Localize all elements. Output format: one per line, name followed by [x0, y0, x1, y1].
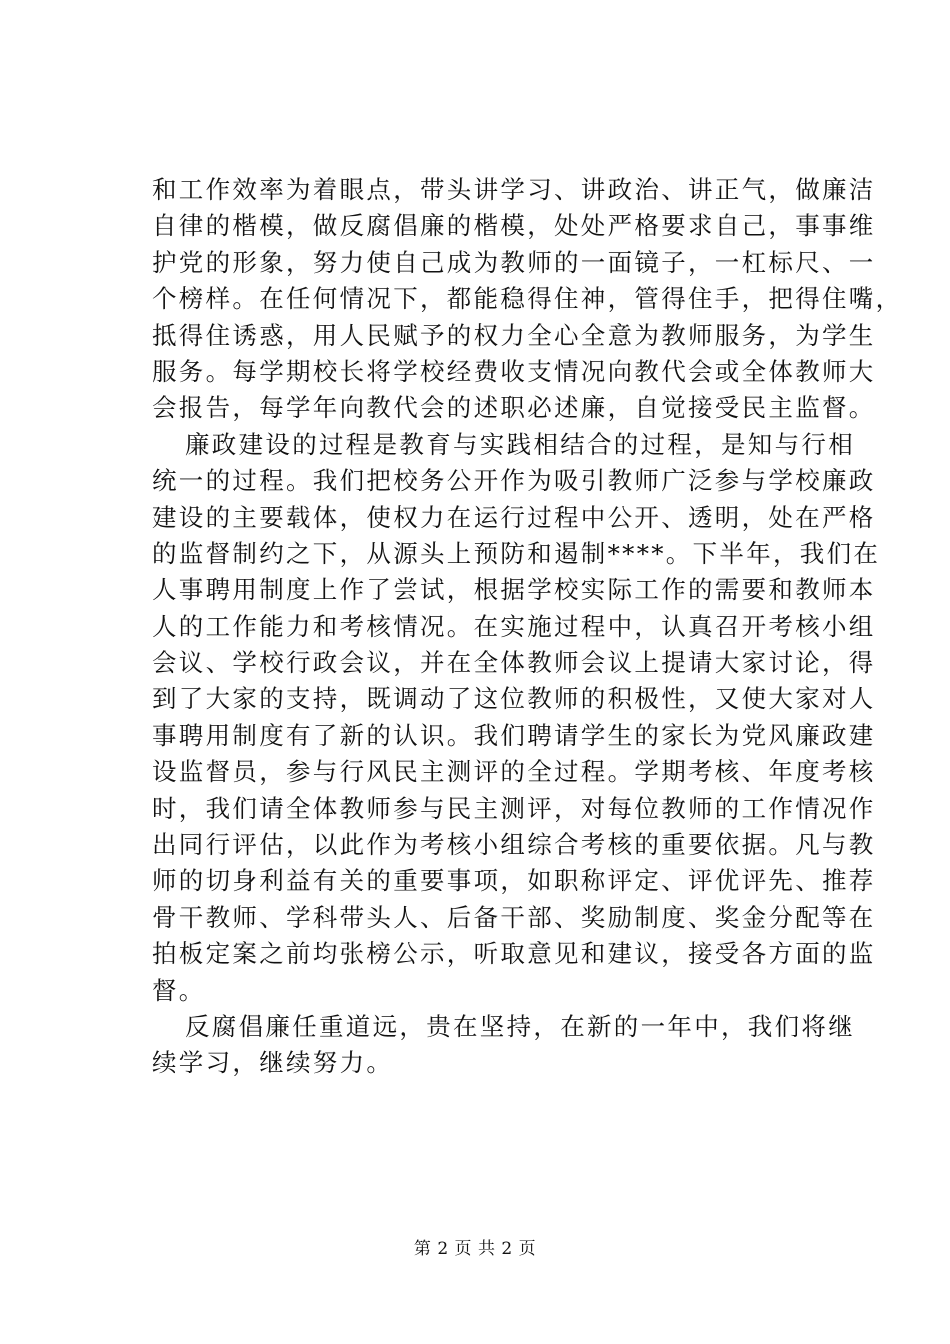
text-line: 建设的主要载体，使权力在运行过程中公开、透明，处在严格 [152, 502, 876, 532]
page-footer: 第 2 页 共 2 页 [413, 1239, 537, 1259]
document-body [152, 172, 903, 1082]
text-line: 出同行评估，以此作为考核小组综合考核的重要依据。凡与教 [152, 830, 876, 860]
text-line: 护党的形象，努力使自己成为教师的一面镜子，一杠标尺、一 [152, 247, 876, 277]
text-line: 到了大家的支持，既调动了这位教师的积极性，又使大家对人 [152, 684, 876, 714]
text-line: 自律的楷模，做反腐倡廉的楷模，处处严格要求自己，事事维 [152, 211, 876, 241]
text-line: 服务。每学期校长将学校经费收支情况向教代会或全体教师大 [152, 356, 876, 386]
text-line: 设监督员，参与行风民主测评的全过程。学期考核、年度考核 [152, 757, 876, 787]
text-line: 廉政建设的过程是教育与实践相结合的过程，是知与行相 [185, 429, 855, 459]
text-line: 师的切身利益有关的重要事项，如职称评定、评优评先、推荐 [152, 866, 876, 896]
text-line: 骨干教师、学科带头人、后备干部、奖励制度、奖金分配等在 [152, 902, 876, 932]
paragraph-1 [152, 172, 903, 427]
paragraph-2 [152, 427, 881, 1009]
text-line: 会议、学校行政会议，并在全体教师会议上提请大家讨论，得 [152, 648, 876, 678]
text-line: 续学习，继续努力。 [152, 1048, 394, 1078]
text-line: 的监督制约之下，从源头上预防和遏制****。下半年，我们在 [152, 538, 881, 568]
text-line: 人事聘用制度上作了尝试，根据学校实际工作的需要和教师本 [152, 575, 876, 605]
text-line: 个榜样。在任何情况下，都能稳得住神，管得住手，把得住嘴， [152, 284, 903, 314]
text-line: 督。 [152, 975, 206, 1005]
text-line: 时，我们请全体教师参与民主测评，对每位教师的工作情况作 [152, 793, 876, 823]
text-line: 拍板定案之前均张榜公示，听取意见和建议，接受各方面的监 [152, 939, 876, 969]
paragraph-3 [152, 1009, 855, 1082]
text-line: 反腐倡廉任重道远，贵在坚持，在新的一年中，我们将继 [185, 1011, 855, 1041]
text-line: 人的工作能力和考核情况。在实施过程中，认真召开考核小组 [152, 611, 876, 641]
text-line: 抵得住诱惑，用人民赋予的权力全心全意为教师服务，为学生 [152, 320, 876, 350]
text-line: 统一的过程。我们把校务公开作为吸引教师广泛参与学校廉政 [152, 466, 876, 496]
text-line: 会报告，每学年向教代会的述职必述廉，自觉接受民主监督。 [152, 393, 876, 423]
text-line: 和工作效率为着眼点，带头讲学习、讲政治、讲正气，做廉洁 [152, 175, 876, 204]
text-line: 事聘用制度有了新的认识。我们聘请学生的家长为党风廉政建 [152, 720, 876, 750]
